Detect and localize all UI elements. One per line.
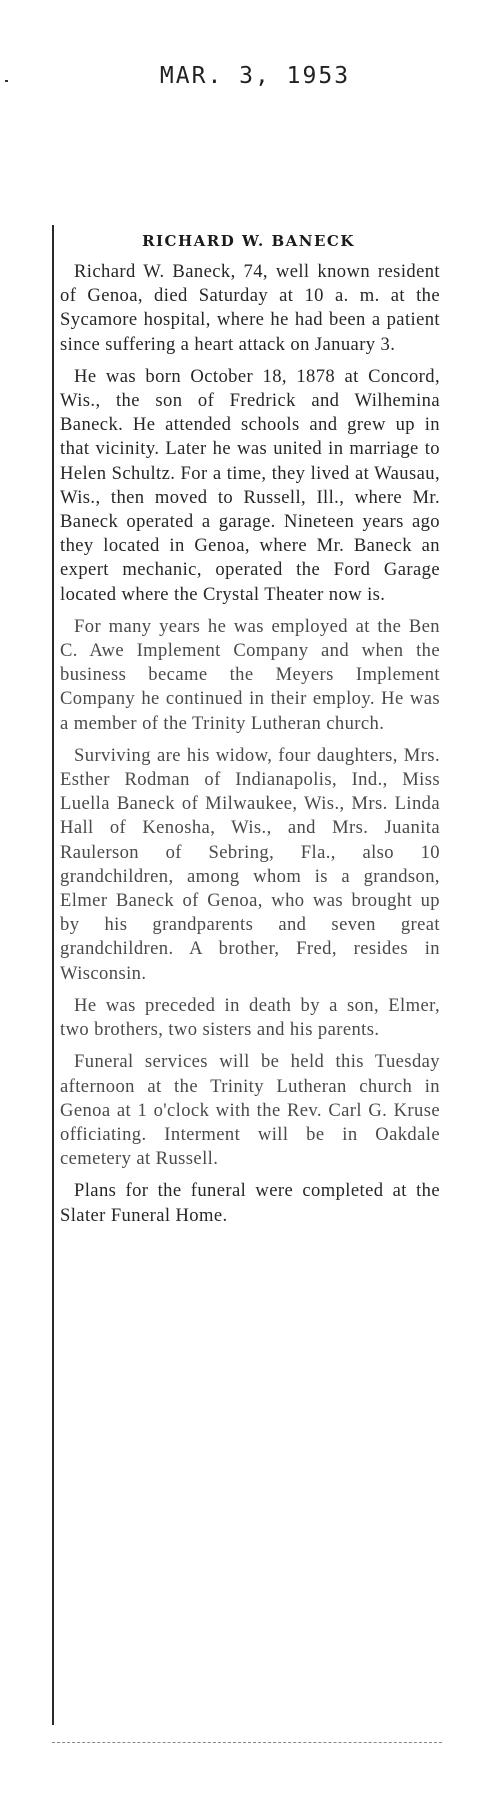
paragraph-funeral-services: Funeral services will be held this Tuesday afternoon at the Trinity Lutheran church in Genoa at 1 o'clock with the Rev. Carl G. Kruse officiating. Interment will be in Oakdale cemetery at Russell.	[60, 1051, 440, 1170]
obituary-body	[60, 260, 440, 1236]
paragraph-survivors: Surviving are his widow, four daughters, Mrs. Esther Rodman of Indianapolis, Ind., Miss Luella Baneck of Milwaukee, Wis., Mrs. Linda Hall of Kenosha, Wis., and Mrs. Juanita Raulerson of Sebring, Fla., also 10 grandchildren, among whom is a grandson, Elmer Baneck of Genoa, who was brought up by his grandparents and seven great grandchildren. A brother, Fred, resides in Wisconsin.	[60, 744, 440, 984]
clipping-date: MAR. 3, 1953	[159, 63, 351, 89]
obituary-headline: RICHARD W. BANECK	[142, 232, 355, 250]
paragraph-death-notice: Richard W. Baneck, 74, well known resident of Genoa, died Saturday at 10 a. m. at the Sycamore hospital, where he had been a patient since suffering a heart attack on January 3.	[60, 261, 440, 355]
paragraph-biography: He was born October 18, 1878 at Concord, Wis., the son of Fredrick and Wilhemina Baneck. He attended schools and grew up in that vicinity. Later he was united in marriage to Helen Schultz. For a time, they lived at Wausau, Wis., then moved to Russell, Ill., where Mr. Baneck operated a garage. Nineteen years ago they located in Genoa, where Mr. Baneck an expert mechanic, operated the Ford Garage located where the Crystal Theater now is.	[60, 365, 440, 605]
column-rule	[52, 225, 54, 1725]
paragraph-employment: For many years he was employed at the Ben C. Awe Implement Company and when the business became the Meyers Implement Company he continued in their employ. He was a member of the Trinity Lutheran church.	[60, 615, 440, 734]
bottom-rule	[52, 1742, 442, 1743]
paragraph-preceded: He was preceded in death by a son, Elmer, two brothers, two sisters and his parents.	[60, 994, 440, 1041]
paragraph-funeral-home: Plans for the funeral were completed at the Slater Funeral Home.	[60, 1180, 440, 1226]
